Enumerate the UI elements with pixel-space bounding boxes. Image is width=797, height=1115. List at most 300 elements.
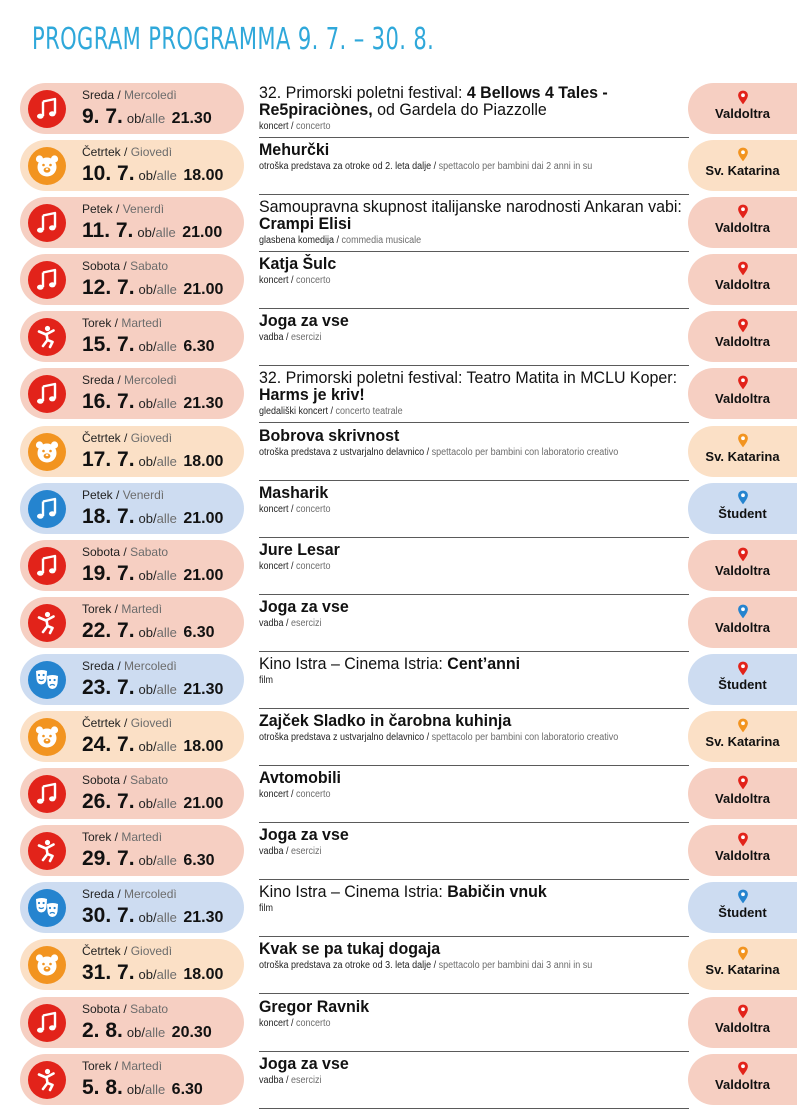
- event-date: 23. 7.: [82, 675, 135, 699]
- event-date: 5. 8.: [82, 1075, 123, 1099]
- event-time: 21.30: [183, 395, 224, 413]
- weekday-label: [82, 830, 162, 844]
- event-row[interactable]: [20, 766, 797, 823]
- event-details: [259, 881, 689, 937]
- separator: /: [283, 617, 292, 629]
- time-prefix-sl: ob: [138, 853, 154, 869]
- location-name: Valdoltra: [715, 220, 770, 236]
- location-badge: [688, 1054, 797, 1105]
- time-prefix-it: alle: [156, 339, 177, 355]
- time-prefix-sl: ob: [138, 282, 154, 298]
- location-badge: [688, 540, 797, 591]
- event-title: [259, 198, 689, 232]
- separator: /: [288, 560, 297, 572]
- event-time: 6.30: [183, 623, 215, 641]
- event-title-bold: Joga za vse: [259, 596, 349, 616]
- weekday-label: [82, 88, 177, 102]
- event-details: [259, 425, 689, 481]
- music-note-icon: [34, 553, 60, 579]
- event-type-it: spettacolo per bambini dai 3 anni in su: [438, 960, 593, 972]
- event-title: [259, 255, 663, 272]
- map-pin-icon: [688, 832, 797, 847]
- category-icon: [28, 90, 66, 128]
- weekday-sl: Petek: [82, 487, 113, 502]
- theatre-masks-icon: [34, 895, 60, 921]
- event-type: [259, 235, 646, 246]
- separator: /: [114, 887, 125, 902]
- date-badge: [20, 197, 244, 248]
- separator: /: [283, 332, 292, 344]
- map-pin-icon: [688, 1004, 797, 1019]
- theatre-masks-icon: [34, 667, 60, 693]
- map-pin-icon: [688, 261, 797, 276]
- location-badge: [688, 654, 797, 705]
- event-type-sl: vadba: [259, 332, 284, 344]
- event-details: [259, 767, 689, 823]
- separator: /: [120, 259, 131, 274]
- event-row[interactable]: [20, 1052, 797, 1109]
- event-title-bold: Katja Šulc: [259, 254, 337, 274]
- event-time: 20.30: [171, 1023, 212, 1041]
- event-title-bold: Bobrova skrivnost: [259, 425, 400, 445]
- music-note-icon: [34, 267, 60, 293]
- location-badge: [688, 597, 797, 648]
- event-row[interactable]: [20, 424, 797, 481]
- yoga-figure-icon: [34, 324, 60, 350]
- event-title-bold: Joga za vse: [259, 1053, 349, 1073]
- separator: /: [424, 732, 432, 744]
- event-title: [259, 84, 689, 118]
- event-time: 18.00: [183, 452, 224, 470]
- category-icon: [28, 318, 66, 356]
- weekday-sl: Sobota: [82, 1001, 121, 1016]
- location-badge: [688, 997, 797, 1048]
- date-time-label: [82, 1019, 212, 1043]
- location-name: Valdoltra: [715, 848, 770, 864]
- time-prefix: ob/alle: [126, 1081, 166, 1097]
- time-prefix-it: alle: [156, 453, 177, 469]
- location-name: Valdoltra: [715, 106, 770, 121]
- separator: /: [288, 503, 297, 515]
- weekday-it: Mercoledì: [124, 658, 177, 673]
- category-icon: [28, 889, 66, 927]
- time-prefix-sl: ob: [126, 111, 142, 126]
- separator: /: [120, 773, 131, 788]
- event-type: [259, 732, 646, 743]
- weekday-it: Giovedì: [130, 944, 173, 959]
- time-prefix-sl: ob: [138, 396, 154, 412]
- category-icon: [28, 946, 66, 984]
- weekday-sl: Sreda: [82, 887, 115, 902]
- event-type: [259, 161, 646, 172]
- yoga-figure-icon: [34, 610, 60, 636]
- event-row[interactable]: [20, 309, 797, 366]
- time-prefix: ob/alle: [126, 111, 166, 126]
- time-prefix-it: alle: [156, 168, 177, 184]
- event-row[interactable]: [20, 937, 797, 994]
- date-time-label: [82, 219, 222, 243]
- date-time-label: [82, 904, 223, 928]
- time-prefix: ob/alle: [138, 339, 177, 355]
- event-title-bold: Harms je kriv!: [259, 385, 365, 405]
- event-date: 18. 7.: [82, 504, 135, 528]
- event-details: [259, 539, 689, 595]
- date-time-label: [82, 390, 223, 414]
- event-date: 19. 7.: [82, 561, 135, 585]
- time-prefix: ob/alle: [138, 739, 177, 755]
- time-prefix-it: alle: [156, 910, 177, 926]
- category-icon: [28, 1061, 66, 1099]
- event-details: [259, 310, 689, 366]
- event-time: 18.00: [183, 966, 224, 984]
- location-badge: [688, 311, 797, 362]
- event-type: [259, 1075, 646, 1086]
- event-time: 6.30: [183, 338, 215, 356]
- weekday-sl: Petek: [82, 202, 113, 217]
- date-time-label: [82, 562, 223, 586]
- time-prefix: ob/alle: [138, 168, 177, 184]
- time-prefix-sl: ob: [126, 1081, 142, 1097]
- location-name: Sv. Katarina: [705, 163, 780, 179]
- separator: /: [112, 202, 123, 217]
- event-type-sl: film: [259, 903, 274, 915]
- category-icon: [28, 204, 66, 242]
- date-badge: [20, 939, 244, 990]
- time-prefix-it: alle: [144, 111, 166, 126]
- event-time: 21.00: [183, 509, 224, 527]
- event-type-it: esercizi: [291, 846, 322, 858]
- weekday-label: [82, 1002, 168, 1016]
- location-badge: [688, 426, 797, 477]
- event-title-bold: Avtomobili: [259, 768, 341, 788]
- time-prefix-it: alle: [156, 681, 177, 697]
- event-details: [259, 482, 689, 538]
- separator: /: [114, 88, 125, 102]
- separator: /: [111, 601, 122, 616]
- weekday-it: Sabato: [130, 259, 169, 274]
- date-time-label: [82, 105, 212, 129]
- date-time-label: [82, 276, 223, 300]
- location-badge: [688, 711, 797, 762]
- event-list: [20, 81, 797, 1109]
- separator: /: [120, 716, 131, 731]
- event-type-sl: otroška predstava za otroke od 3. leta dalje: [259, 960, 432, 972]
- location-name: Valdoltra: [715, 619, 770, 635]
- weekday-sl: Četrtek: [82, 944, 121, 959]
- weekday-label: [82, 202, 164, 216]
- event-row[interactable]: [20, 652, 797, 709]
- event-row[interactable]: [20, 81, 797, 138]
- weekday-label: [82, 659, 177, 673]
- event-details: [259, 1053, 689, 1109]
- weekday-it: Mercoledì: [124, 88, 177, 102]
- separator: /: [111, 830, 122, 845]
- map-pin-icon: [688, 1061, 797, 1076]
- event-title: [259, 541, 663, 558]
- event-time: 21.30: [183, 909, 224, 927]
- event-title-pre: 32. Primorski poletni festival:: [259, 83, 467, 102]
- event-title-bold: Gregor Ravnik: [259, 996, 370, 1016]
- event-details: [259, 824, 689, 880]
- event-details: [259, 653, 689, 709]
- event-title-bold: Zajček Sladko in čarobna kuhinja: [259, 711, 512, 731]
- time-prefix-it: alle: [144, 1081, 166, 1097]
- weekday-sl: Sreda: [82, 373, 115, 388]
- location-name: Valdoltra: [715, 1019, 770, 1035]
- location-badge: [688, 140, 797, 191]
- map-pin-icon: [688, 318, 797, 333]
- event-type: [259, 1018, 646, 1029]
- date-time-label: [82, 733, 223, 757]
- event-type: [259, 675, 646, 686]
- event-date: 11. 7.: [82, 219, 134, 243]
- weekday-label: [82, 259, 168, 273]
- event-date: 16. 7.: [82, 390, 135, 414]
- separator: /: [114, 373, 125, 388]
- weekday-label: [82, 716, 172, 730]
- time-prefix: ob/alle: [138, 967, 177, 983]
- event-type: [259, 846, 646, 857]
- weekday-label: [82, 887, 177, 901]
- time-prefix: ob/alle: [126, 1024, 166, 1040]
- event-date: 2. 8.: [82, 1018, 123, 1042]
- weekday-it: Venerdì: [122, 487, 165, 502]
- category-icon: [28, 433, 66, 471]
- location-name: Študent: [718, 905, 767, 921]
- event-type-sl: koncert: [259, 121, 289, 132]
- weekday-it: Martedì: [121, 601, 163, 616]
- event-row[interactable]: [20, 709, 797, 766]
- category-icon: [28, 547, 66, 585]
- event-title-post: od Gardela do Piazzolle: [372, 100, 547, 119]
- event-date: 29. 7.: [82, 847, 135, 871]
- location-badge: [688, 83, 797, 134]
- page-title: PROGRAM PROGRAMMA 9. 7. – 30. 8.: [32, 22, 435, 57]
- event-title: [259, 598, 663, 615]
- event-row[interactable]: [20, 823, 797, 880]
- separator: /: [328, 406, 336, 418]
- time-prefix-sl: ob: [138, 967, 154, 983]
- date-badge: [20, 711, 244, 762]
- weekday-it: Martedì: [121, 316, 163, 331]
- event-title-bold: Babičin vnuk: [447, 882, 547, 902]
- location-name: Valdoltra: [715, 391, 770, 407]
- weekday-label: [82, 145, 172, 159]
- event-row[interactable]: [20, 538, 797, 595]
- weekday-label: [82, 773, 168, 787]
- weekday-label: [82, 488, 164, 502]
- date-badge: [20, 654, 244, 705]
- time-prefix-sl: ob: [138, 624, 154, 640]
- event-date: 15. 7.: [82, 333, 135, 357]
- time-prefix-sl: ob: [138, 796, 154, 812]
- event-type-sl: koncert: [259, 560, 289, 572]
- event-time: 21.30: [171, 110, 212, 127]
- event-type-sl: otroška predstava z ustvarjalno delavnico: [259, 732, 425, 744]
- date-time-label: [82, 162, 223, 186]
- date-badge: [20, 83, 244, 134]
- weekday-it: Martedì: [121, 1058, 163, 1073]
- time-prefix-it: alle: [156, 739, 177, 755]
- time-prefix: ob/alle: [138, 910, 177, 926]
- event-title-bold: Joga za vse: [259, 311, 349, 331]
- time-prefix-it: alle: [144, 1024, 166, 1040]
- location-name: Študent: [718, 676, 767, 692]
- event-title: [259, 883, 663, 900]
- yoga-figure-icon: [34, 838, 60, 864]
- event-type-it: concerto: [296, 1017, 331, 1029]
- event-type-it: concerto teatrale: [335, 406, 403, 418]
- event-title: [259, 484, 663, 501]
- date-badge: [20, 997, 244, 1048]
- teddy-bear-icon: [34, 439, 60, 465]
- location-name: Valdoltra: [715, 334, 770, 350]
- date-badge: [20, 768, 244, 819]
- event-title: [259, 712, 663, 729]
- event-row[interactable]: [20, 195, 797, 252]
- weekday-it: Sabato: [130, 773, 169, 788]
- event-type-it: esercizi: [291, 617, 322, 629]
- location-badge: [688, 768, 797, 819]
- category-icon: [28, 261, 66, 299]
- time-prefix: ob/alle: [138, 282, 177, 298]
- event-details: [259, 196, 689, 252]
- weekday-label: [82, 944, 172, 958]
- date-time-label: [82, 448, 223, 472]
- event-type: [259, 332, 646, 343]
- time-prefix-sl: ob: [138, 168, 154, 184]
- event-type-it: concerto: [296, 503, 331, 515]
- event-type-sl: glasbena komedija: [259, 235, 335, 247]
- category-icon: [28, 718, 66, 756]
- date-badge: [20, 311, 244, 362]
- event-time: 21.00: [183, 566, 224, 584]
- event-time: 18.00: [183, 738, 224, 756]
- weekday-sl: Četrtek: [82, 145, 121, 160]
- date-time-label: [82, 961, 223, 985]
- time-prefix-it: alle: [156, 282, 177, 298]
- event-row[interactable]: [20, 995, 797, 1052]
- event-type: [259, 275, 646, 286]
- time-prefix-it: alle: [156, 624, 177, 640]
- event-title: [259, 369, 689, 403]
- separator: /: [112, 487, 123, 502]
- event-type-sl: koncert: [259, 789, 289, 801]
- event-row[interactable]: [20, 252, 797, 309]
- map-pin-icon: [688, 604, 797, 619]
- teddy-bear-icon: [34, 952, 60, 978]
- event-title: [259, 826, 663, 843]
- separator: /: [288, 1017, 297, 1029]
- category-icon: [28, 375, 66, 413]
- event-title: [259, 1055, 663, 1072]
- event-row[interactable]: [20, 138, 797, 195]
- map-pin-icon: [688, 433, 797, 448]
- weekday-it: Venerdì: [122, 202, 165, 217]
- map-pin-icon: [688, 547, 797, 562]
- date-badge: [20, 140, 244, 191]
- separator: /: [283, 1074, 292, 1086]
- weekday-sl: Sreda: [82, 658, 115, 673]
- date-badge: [20, 597, 244, 648]
- event-title-pre: Kino Istra – Cinema Istria:: [259, 653, 448, 673]
- event-type-sl: koncert: [259, 503, 289, 515]
- location-badge: [688, 825, 797, 876]
- event-title-bold: Jure Lesar: [259, 539, 340, 559]
- weekday-it: Sabato: [130, 544, 169, 559]
- weekday-sl: Torek: [82, 316, 112, 331]
- category-icon: [28, 775, 66, 813]
- event-details: [259, 367, 689, 423]
- map-pin-icon: [688, 661, 797, 676]
- map-pin-icon: [688, 718, 797, 733]
- time-prefix: ob/alle: [138, 624, 177, 640]
- event-details: [259, 996, 689, 1052]
- event-type: [259, 960, 646, 971]
- event-date: 26. 7.: [82, 790, 135, 814]
- event-details: [259, 139, 689, 195]
- date-time-label: [82, 619, 214, 643]
- event-type-it: concerto: [296, 275, 331, 287]
- yoga-figure-icon: [34, 1067, 60, 1093]
- time-prefix-it: alle: [155, 225, 176, 241]
- date-badge: [20, 426, 244, 477]
- weekday-label: [82, 1059, 162, 1073]
- time-prefix-it: alle: [156, 853, 177, 869]
- event-type: [259, 504, 646, 515]
- separator: /: [120, 145, 131, 160]
- event-type-sl: film: [259, 674, 274, 686]
- location-badge: [688, 882, 797, 933]
- event-title-bold: Kvak se pa tukaj dogaja: [259, 939, 441, 959]
- time-prefix: ob/alle: [138, 681, 177, 697]
- weekday-it: Martedì: [121, 830, 163, 845]
- event-type-it: spettacolo per bambini dai 2 anni in su: [438, 161, 593, 173]
- event-time: 21.00: [182, 224, 223, 242]
- separator: /: [288, 275, 297, 287]
- date-badge: [20, 825, 244, 876]
- event-type-sl: vadba: [259, 1074, 284, 1086]
- event-date: 31. 7.: [82, 961, 135, 985]
- location-badge: [688, 483, 797, 534]
- event-type: [259, 618, 646, 629]
- event-type-it: spettacolo per bambini con laboratorio creativo: [431, 732, 619, 744]
- event-date: 22. 7.: [82, 618, 135, 642]
- event-type-sl: vadba: [259, 846, 284, 858]
- event-time: 6.30: [183, 852, 215, 870]
- weekday-sl: Torek: [82, 1058, 112, 1073]
- event-row[interactable]: [20, 366, 797, 423]
- event-row[interactable]: [20, 595, 797, 652]
- event-type: [259, 903, 646, 914]
- weekday-label: [82, 316, 162, 330]
- location-name: Valdoltra: [715, 277, 770, 293]
- music-note-icon: [34, 381, 60, 407]
- event-time: 21.00: [183, 281, 224, 299]
- music-note-icon: [34, 96, 60, 122]
- event-type-it: spettacolo per bambini con laboratorio creativo: [431, 446, 619, 458]
- category-icon: [28, 1004, 66, 1042]
- date-time-label: [82, 847, 214, 871]
- event-type: [259, 406, 646, 417]
- map-pin-icon: [688, 204, 797, 219]
- event-title-bold: Joga za vse: [259, 825, 349, 845]
- separator: /: [120, 1001, 131, 1016]
- event-row[interactable]: [20, 880, 797, 937]
- separator: /: [288, 789, 297, 801]
- date-time-label: [82, 676, 223, 700]
- event-row[interactable]: [20, 481, 797, 538]
